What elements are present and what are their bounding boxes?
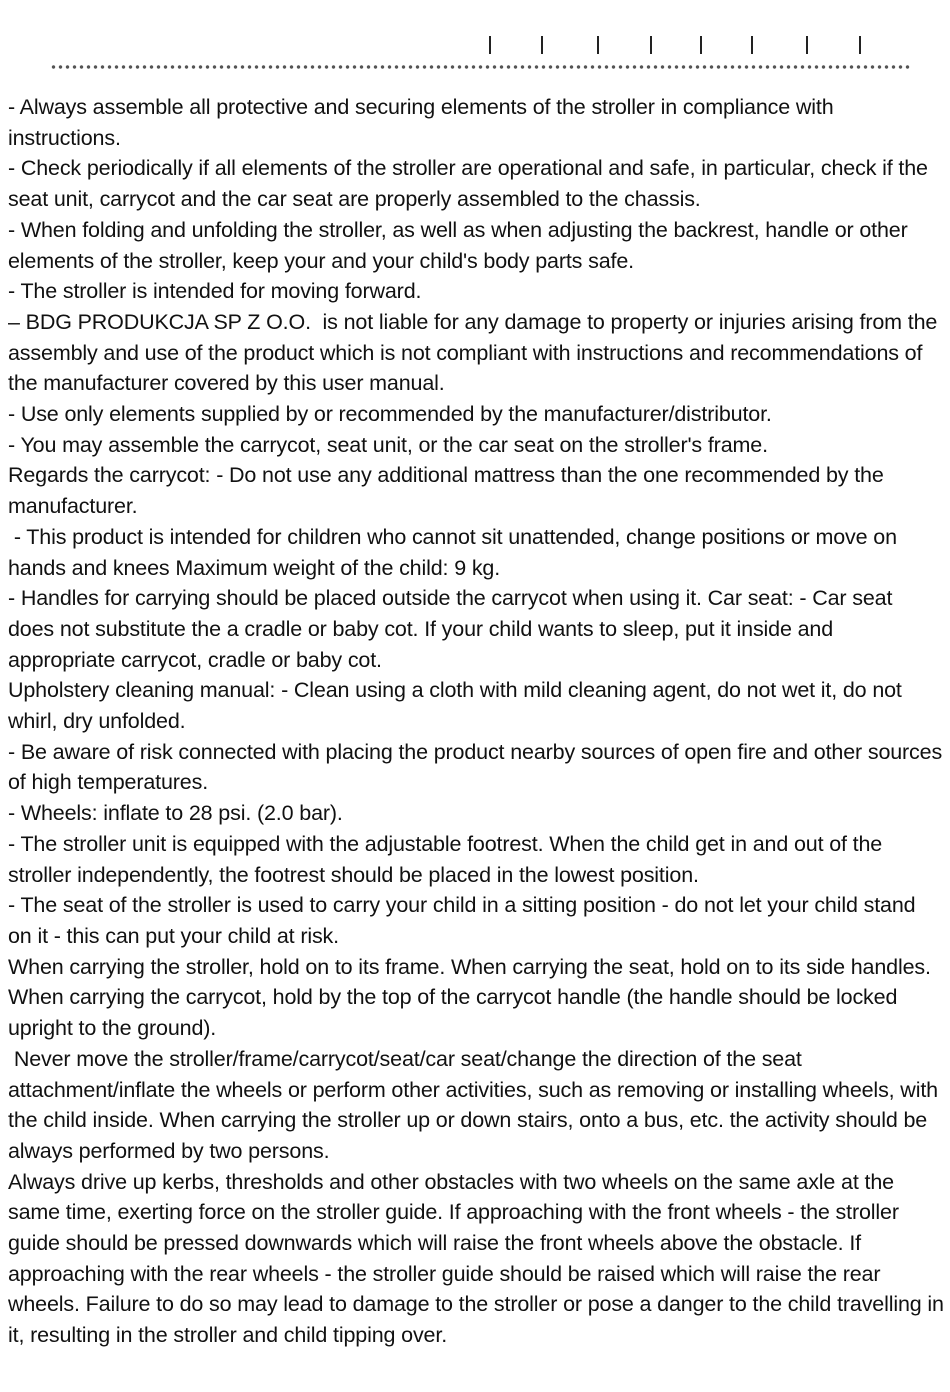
tick-mark (700, 36, 702, 54)
tick-mark (541, 36, 543, 54)
tick-mark (751, 36, 753, 54)
tick-mark (489, 36, 491, 54)
instruction-paragraph: Never move the stroller/frame/carrycot/seat/car seat/change the direction of the seat attachment/inflate the wheels or perform other activities, such as removing or installing wheels, with the child inside. When carrying the stroller up or down stairs, onto a bus, etc. the activity should be always performed by two persons. (8, 1046, 944, 1163)
instruction-paragraph: - When folding and unfolding the stroller, as well as when adjusting the backrest, handle or other elements of the stroller, keep your and your child's body parts safe. (8, 217, 914, 273)
instruction-paragraph: - You may assemble the carrycot, seat unit, or the car seat on the stroller's frame. (8, 432, 768, 457)
instruction-paragraph: – BDG PRODUKCJA SP Z O.O. is not liable for any damage to property or injuries arising from the assembly and use of the product which is not compliant with instructions and recommendations of the manufacturer covered by this user manual. (8, 309, 944, 396)
tick-mark (597, 36, 599, 54)
instruction-paragraph: - The seat of the stroller is used to carry your child in a sitting position - do not let your child stand on it - this can put your child at risk. (8, 893, 922, 948)
tick-mark (650, 36, 652, 54)
instruction-paragraph: - Wheels: inflate to 28 psi. (2.0 bar). (8, 801, 343, 826)
instruction-paragraph: - The stroller is intended for moving forward. (8, 279, 422, 304)
instruction-paragraph: Upholstery cleaning manual: - Clean using a cloth with mild cleaning agent, do not wet it, do not whirl, dry unfolded. (8, 678, 908, 734)
tick-mark (806, 36, 808, 54)
instruction-paragraph: - This product is intended for children who cannot sit unattended, change positions or move on hands and knees Maximum weight of the child: 9 kg. (8, 524, 903, 580)
dotted-separator (50, 64, 912, 70)
instruction-paragraph: Always drive up kerbs, thresholds and other obstacles with two wheels on the same axle at the same time, exerting force on the stroller guide. If approaching with the front wheels - the stroller guide should be pressed downwards which will raise the front wheels above the obstacle. If approaching with the rear wheels - the stroller guide should be raised which will raise the rear wheels. Failure to do so may lead to damage to the stroller or pose a danger to the child travelling in it, resulting in the stroller and child tipping over. (8, 1169, 950, 1348)
instruction-paragraph: Regards the carrycot: - Do not use any additional mattress than the one recommended by the manufacturer. (8, 463, 890, 519)
tick-mark (859, 36, 861, 54)
instruction-paragraph: - Check periodically if all elements of the stroller are operational and safe, in particular, check if the seat unit, carrycot and the car seat are properly assembled to the chassis. (8, 156, 934, 212)
instruction-paragraph: When carrying the stroller, hold on to its frame. When carrying the seat, hold on to its side handles. When carrying the carrycot, hold by the top of the carrycot handle (the handle should be locked upright to the ground). (8, 954, 937, 1041)
instruction-paragraph: - Always assemble all protective and securing elements of the stroller in compliance with instructions. (8, 95, 840, 150)
instruction-paragraph: - Handles for carrying should be placed outside the carrycot when using it. Car seat: - Car seat does not substitute the a cradle or baby cot. If your child wants to sleep, put it inside and appropriate carrycot, cradle or baby cot. (8, 586, 899, 672)
instruction-paragraph: - Be aware of risk connected with placing the product nearby sources of open fire and other sources of high temperatures. (8, 739, 948, 795)
header-tick-marks (0, 36, 950, 56)
instruction-paragraph: - Use only elements supplied by or recommended by the manufacturer/distributor. (8, 402, 772, 427)
instruction-paragraph: - The stroller unit is equipped with the adjustable footrest. When the child get in and out of the stroller independently, the footrest should be placed in the lowest position. (8, 831, 888, 887)
instructions-text (8, 92, 950, 1351)
